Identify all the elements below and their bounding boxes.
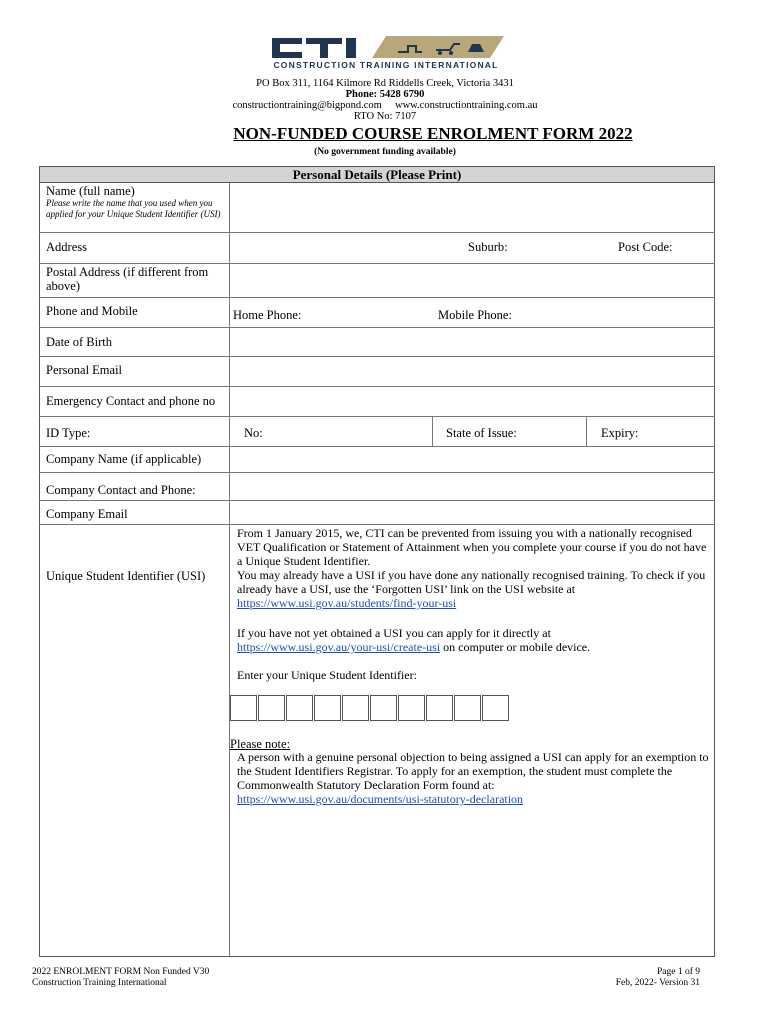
suburb-label: Suburb: bbox=[468, 240, 508, 254]
usi-note-title: Please note: bbox=[230, 737, 291, 751]
home-phone-field[interactable] bbox=[230, 298, 430, 326]
footer-date-version: Feb, 2022- Version 31 bbox=[615, 978, 700, 988]
usi-char-box[interactable] bbox=[398, 695, 425, 721]
company-address: PO Box 311, 1164 Kilmore Rd Riddells Creek, Victoria 3431 bbox=[256, 78, 514, 89]
expiry-field[interactable] bbox=[587, 417, 714, 445]
footer-org-name: Construction Training International bbox=[32, 978, 167, 988]
home-phone-label: Home Phone: bbox=[233, 308, 302, 322]
state-of-issue-label: State of Issue: bbox=[446, 426, 517, 440]
usi-label: Unique Student Identifier (USI) bbox=[46, 569, 206, 583]
usi-char-box[interactable] bbox=[342, 695, 369, 721]
id-type-label: ID Type: bbox=[46, 426, 91, 440]
usi-find-link[interactable]: https://www.usi.gov.au/students/find-your-usi bbox=[237, 596, 457, 610]
emergency-contact-label: Emergency Contact and phone no bbox=[46, 394, 216, 408]
dob-label: Date of Birth bbox=[46, 335, 112, 349]
usi-char-box[interactable] bbox=[230, 695, 257, 721]
address-label: Address bbox=[46, 240, 87, 254]
form-title: NON-FUNDED COURSE ENROLMENT FORM 2022 bbox=[233, 124, 633, 143]
company-email: constructiontraining@bigpond.com bbox=[232, 100, 382, 111]
usi-paragraph-1: From 1 January 2015, we, CTI can be prevented from issuing you with a nationally recognised VET Qualification or Statement of Attainment when you complete your course if you do not have a Unique Student Identifier. bbox=[237, 526, 707, 568]
expiry-label: Expiry: bbox=[601, 426, 639, 440]
usi-note-text: A person with a genuine personal objection to being assigned a USI can apply for an exemption to the Student Identifiers Registrar. To apply for an exemption, the student must complete the Commonwealth Statutory Declaration Form found at: bbox=[237, 750, 709, 792]
id-number-label: No: bbox=[244, 426, 263, 440]
footer-form-version: 2022 ENROLMENT FORM Non Funded V30 bbox=[32, 967, 210, 977]
name-label: Name (full name) bbox=[46, 184, 135, 198]
footer-page-number: Page 1 of 9 bbox=[656, 967, 700, 977]
usi-char-box[interactable] bbox=[454, 695, 481, 721]
emergency-contact-field[interactable] bbox=[230, 387, 714, 415]
usi-statdec-link[interactable]: https://www.usi.gov.au/documents/usi-statutory-declaration bbox=[237, 792, 524, 806]
mobile-phone-label: Mobile Phone: bbox=[438, 308, 512, 322]
usi-paragraph-2: You may already have a USI if you have done any nationally recognised training. To check if you already have a USI, use the ‘Forgotten USI’ link on the USI website at bbox=[237, 568, 706, 596]
usi-char-box[interactable] bbox=[482, 695, 509, 721]
usi-char-box[interactable] bbox=[286, 695, 313, 721]
form-subtitle: (No government funding available) bbox=[314, 147, 456, 157]
section-header: Personal Details (Please Print) bbox=[39, 166, 715, 183]
state-of-issue-field[interactable] bbox=[433, 417, 585, 445]
company-phone: Phone: 5428 6790 bbox=[345, 89, 425, 100]
company-contact-label: Company Contact and Phone: bbox=[46, 483, 196, 497]
dob-field[interactable] bbox=[230, 328, 714, 355]
usi-char-box[interactable] bbox=[314, 695, 341, 721]
usi-char-box[interactable] bbox=[370, 695, 397, 721]
usi-create-line bbox=[237, 640, 712, 654]
postal-address-label: Postal Address (if different from above) bbox=[46, 265, 209, 293]
id-number-field[interactable] bbox=[230, 417, 431, 445]
postcode-label: Post Code: bbox=[618, 240, 673, 254]
company-name-label: Company Name (if applicable) bbox=[46, 452, 202, 466]
company-contact-field[interactable] bbox=[230, 473, 714, 499]
usi-create-suffix: on computer or mobile device. bbox=[440, 640, 591, 654]
company-name-field[interactable] bbox=[230, 447, 714, 471]
usi-char-box[interactable] bbox=[426, 695, 453, 721]
logo-subtitle: CONSTRUCTION TRAINING INTERNATIONAL bbox=[273, 60, 499, 70]
email-field[interactable] bbox=[230, 357, 714, 385]
name-field[interactable] bbox=[230, 184, 714, 231]
company-website: www.constructiontraining.com.au bbox=[394, 100, 538, 111]
row-divider bbox=[39, 524, 715, 525]
usi-create-link[interactable]: https://www.usi.gov.au/your-usi/create-usi bbox=[237, 640, 441, 654]
mobile-phone-field[interactable] bbox=[436, 298, 714, 326]
phone-label: Phone and Mobile bbox=[46, 304, 138, 318]
postal-address-field[interactable] bbox=[230, 264, 714, 296]
usi-paragraph-3: If you have not yet obtained a USI you can apply for it directly at bbox=[237, 626, 551, 640]
rto-number: RTO No: 7107 bbox=[353, 111, 417, 122]
usi-input-boxes[interactable] bbox=[230, 695, 510, 721]
usi-char-box[interactable] bbox=[258, 695, 285, 721]
company-email-field[interactable] bbox=[230, 501, 714, 523]
name-note: Please write the name that you used when you applied for your Unique Student Identifier (USI) bbox=[46, 198, 221, 219]
usi-enter-label: Enter your Unique Student Identifier: bbox=[237, 668, 417, 682]
company-email-label: Company Email bbox=[46, 507, 128, 521]
email-label: Personal Email bbox=[46, 363, 123, 377]
